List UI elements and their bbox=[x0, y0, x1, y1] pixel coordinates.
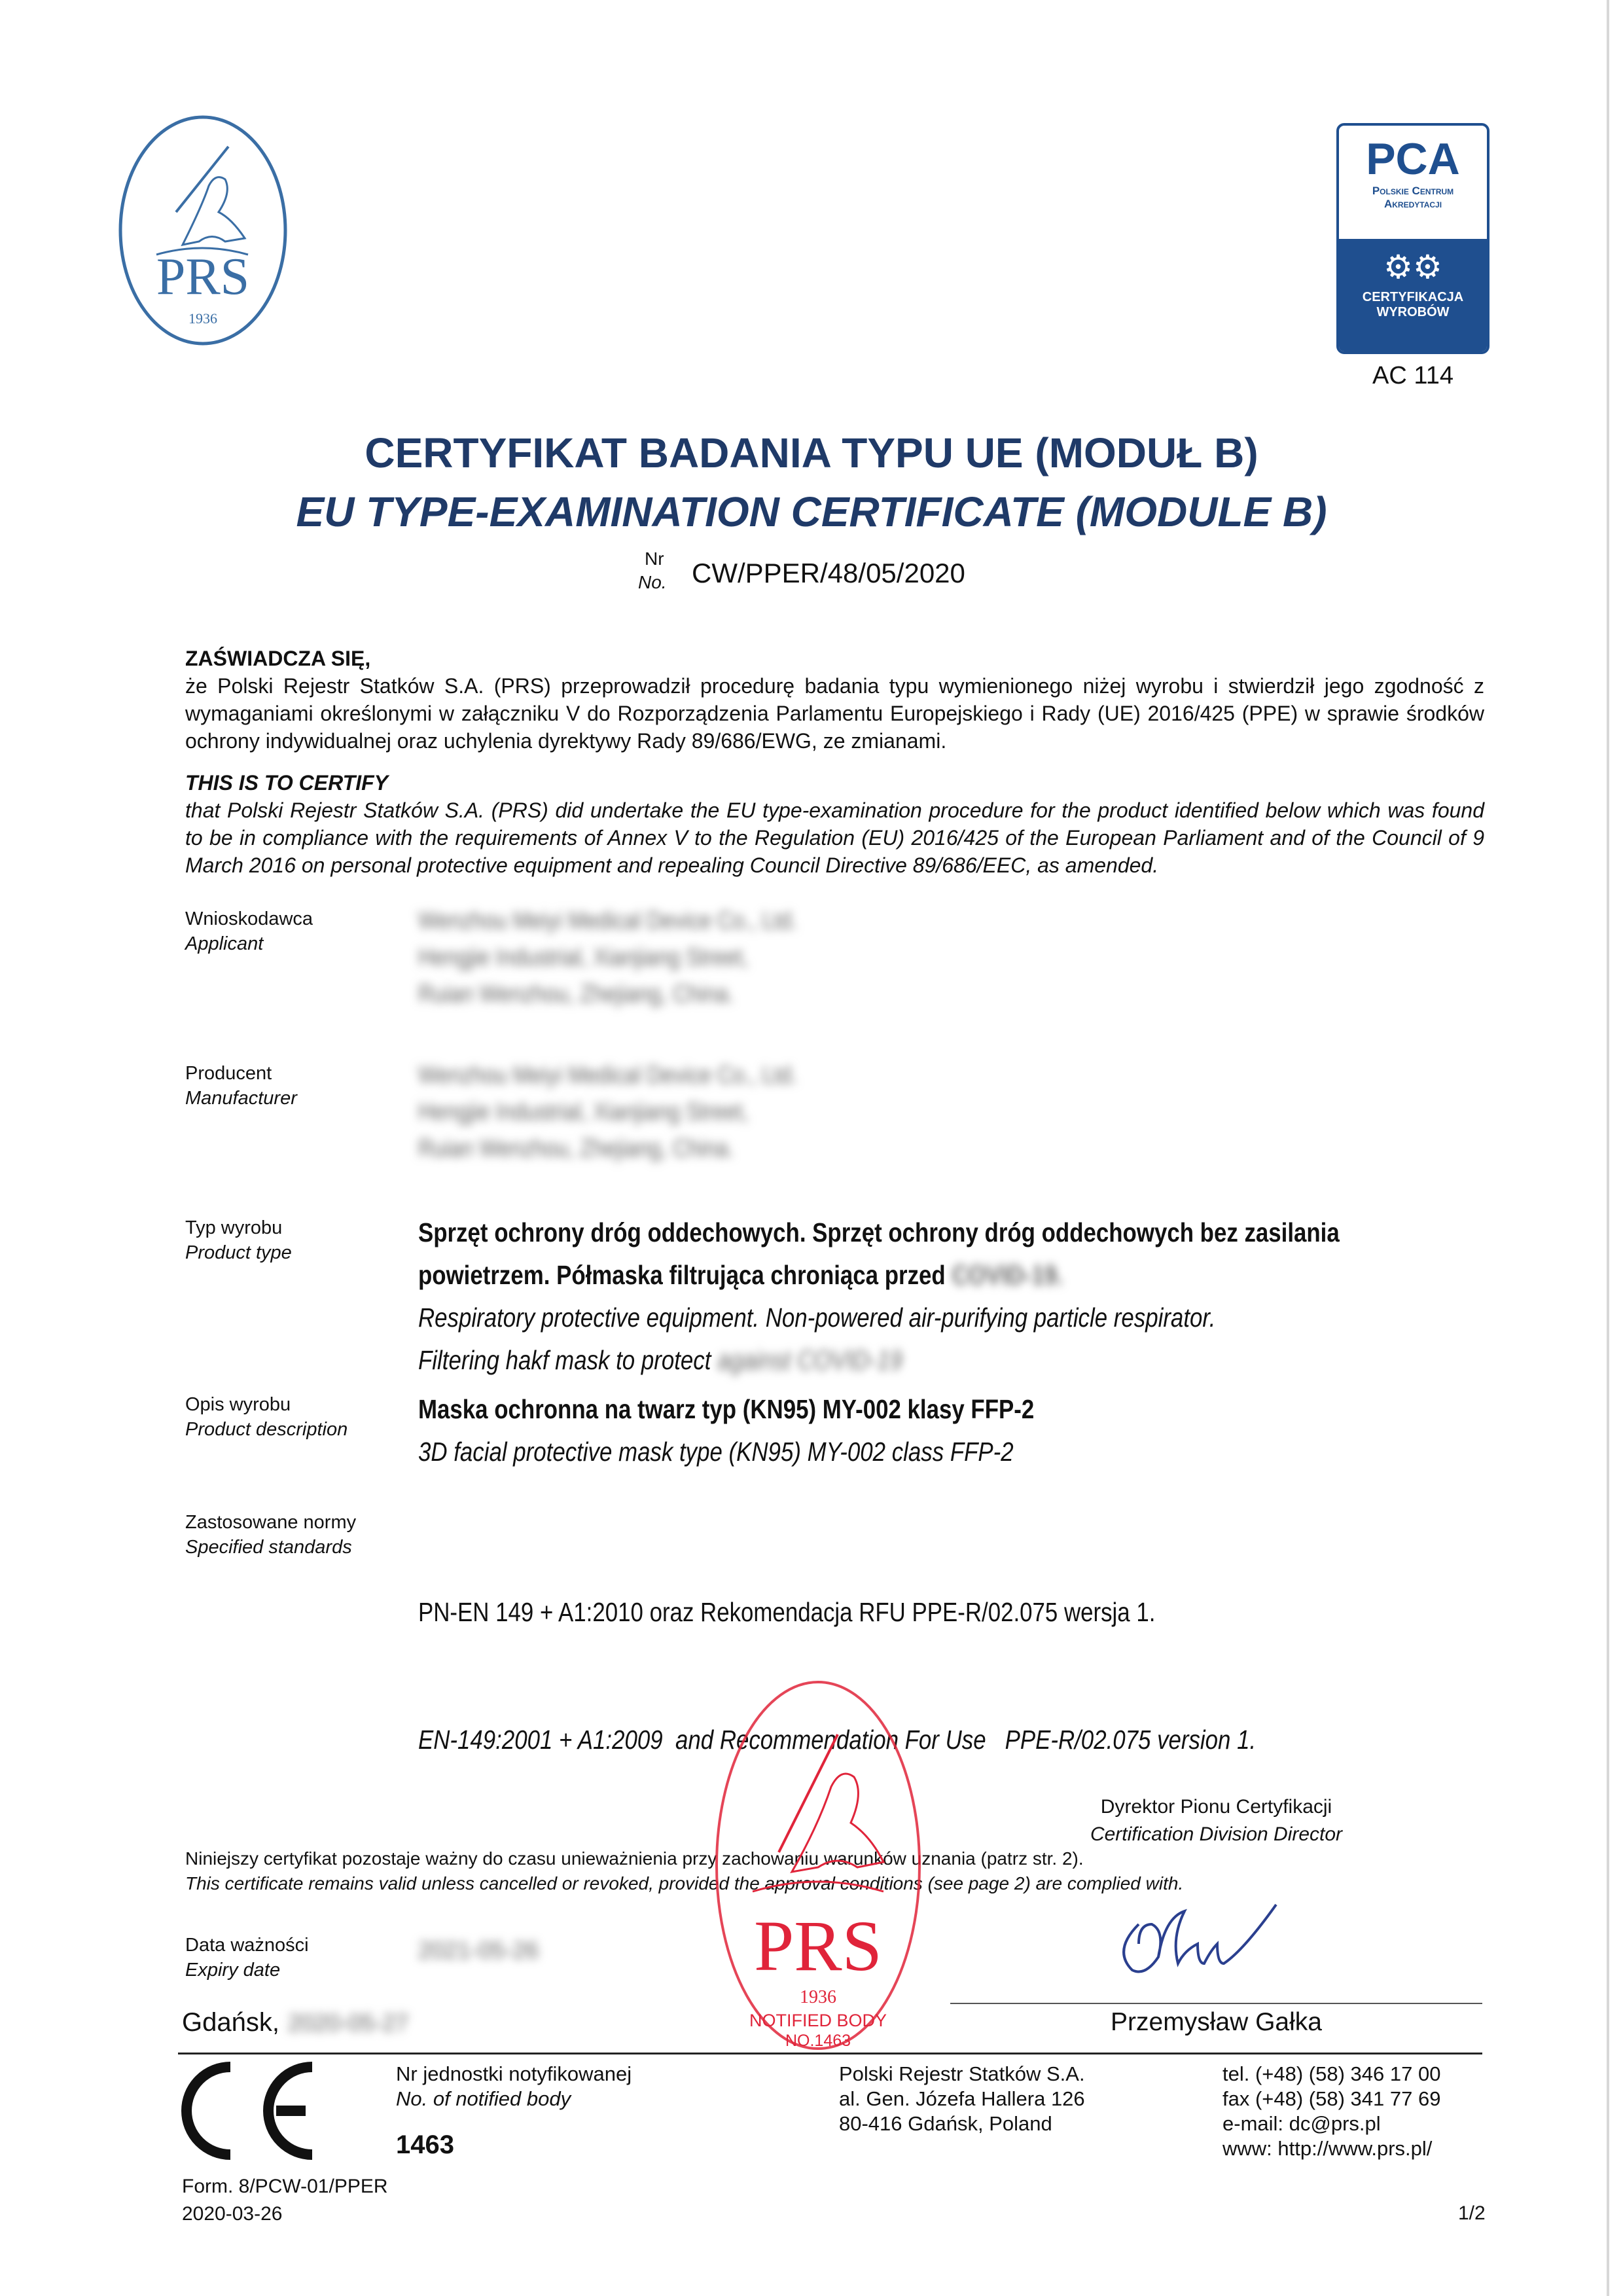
product-type-row bbox=[185, 1211, 1484, 1388]
product-type-label bbox=[185, 1211, 418, 1265]
expiry-date: 2021-05-26 bbox=[418, 1937, 539, 1964]
prs-address bbox=[839, 2062, 1085, 2136]
manufacturer-line: Ruian Wenzhou, Zhejiang, China. bbox=[418, 1135, 734, 1162]
manufacturer-value bbox=[418, 1057, 1484, 1167]
number-label-pl: Nr bbox=[645, 548, 664, 569]
pca-text: PCA bbox=[1366, 134, 1460, 184]
product-type-pl-line2: powietrzem. Półmaska filtrująca chroniąca przed bbox=[418, 1260, 946, 1290]
title-pl: CERTYFIKAT BADANIA TYPU UE (MODUŁ B) bbox=[365, 429, 1258, 476]
certify-en bbox=[185, 769, 1484, 879]
contact-phone: tel. (+48) (58) 346 17 00 bbox=[1222, 2062, 1441, 2085]
product-description-pl: Maska ochronna na twarz typ (KN95) MY-002 klasy FFP-2 bbox=[418, 1394, 1035, 1424]
product-type-en-line2: Filtering hakf mask to protect bbox=[418, 1345, 711, 1375]
pca-line1: Polskie Centrum bbox=[1372, 185, 1454, 197]
product-type-pl-redacted: COVID-19. bbox=[952, 1260, 1063, 1290]
accreditation-code: AC 114 bbox=[1372, 362, 1454, 389]
svg-text:1936: 1936 bbox=[188, 310, 217, 327]
product-type-label-pl: Typ wyrobu bbox=[185, 1217, 283, 1238]
contact-website[interactable]: www: http://www.prs.pl/ bbox=[1222, 2137, 1433, 2160]
product-type-en-redacted: against COVID-19 bbox=[717, 1345, 902, 1375]
contact-email[interactable]: e-mail: dc@prs.pl bbox=[1222, 2112, 1381, 2135]
pca-line2: Akredytacji bbox=[1383, 198, 1442, 210]
form-date: 2020-03-26 bbox=[182, 2203, 283, 2225]
validity-en: This certificate remains valid unless cancelled or revoked, provided the approval conditions (see page 2) are complied with. bbox=[185, 1873, 1184, 1893]
product-description-label-pl: Opis wyrobu bbox=[185, 1394, 291, 1415]
applicant-line: Ruian Wenzhou, Zhejiang, China. bbox=[418, 980, 734, 1008]
certify-pl-text: że Polski Rejestr Statków S.A. (PRS) przeprowadził procedurę badania typu wymienionego niżej wyrobu i stwierdził jego zgodność z wymaganiami określonymi w załączniku V do Rozporządzenia Parlamentu Europejskiego i Rady (UE) 2016/425 (PPE) w sprawie środków ochrony indywidualnej oraz uchylenia dyrektywy Rady 89/686/EWG, ze zmianami. bbox=[185, 674, 1484, 753]
title-en: EU TYPE-EXAMINATION CERTIFICATE (MODULE B) bbox=[296, 488, 1327, 535]
gears-icon: ⚙⚙ bbox=[1383, 249, 1442, 285]
pca-accreditation-logo bbox=[1336, 123, 1489, 354]
stamp-number: NO.1463 bbox=[785, 2032, 851, 2050]
ce-mark-icon bbox=[178, 2062, 322, 2163]
address-line: 80-416 Gdańsk, Poland bbox=[839, 2112, 1052, 2135]
certify-pl-heading: ZAŚWIADCZA SIĘ, bbox=[185, 647, 371, 670]
expiry-label-pl: Data ważności bbox=[185, 1935, 309, 1956]
prs-stamp bbox=[707, 1676, 929, 2068]
applicant-label-en: Applicant bbox=[185, 933, 264, 954]
manufacturer-label-en: Manufacturer bbox=[185, 1088, 297, 1109]
applicant-label bbox=[185, 903, 418, 956]
svg-text:PRS: PRS bbox=[754, 1906, 882, 1986]
product-description-label bbox=[185, 1388, 418, 1442]
notified-body-label bbox=[396, 2062, 632, 2111]
signature-line bbox=[950, 2003, 1482, 2004]
pca-line4: WYROBÓW bbox=[1376, 305, 1450, 319]
place-city: Gdańsk, bbox=[182, 2008, 279, 2037]
signatory-role bbox=[950, 1793, 1482, 1848]
applicant-row bbox=[185, 903, 1484, 1057]
signatory-role-en: Certification Division Director bbox=[1090, 1823, 1343, 1845]
svg-text:1936: 1936 bbox=[800, 1987, 836, 2007]
prs-logo bbox=[117, 114, 289, 347]
number-label-en: No. bbox=[638, 572, 667, 592]
pca-line3: CERTYFIKACJA bbox=[1362, 290, 1464, 304]
contact-fax: fax (+48) (58) 341 77 69 bbox=[1222, 2087, 1441, 2110]
manufacturer-label bbox=[185, 1057, 418, 1111]
notified-body-label-pl: Nr jednostki notyfikowanej bbox=[396, 2062, 632, 2085]
applicant-line: Hengjie Industrial, Xianjiang Street, bbox=[418, 944, 749, 971]
stamp-notified-body: NOTIFIED BODY bbox=[749, 2011, 887, 2030]
applicant-label-pl: Wnioskodawca bbox=[185, 908, 313, 929]
prs-contact bbox=[1222, 2062, 1440, 2161]
standards-pl: PN-EN 149 + A1:2010 oraz Rekomendacja RFU PPE-R/02.075 wersja 1. bbox=[418, 1597, 1156, 1627]
notified-body-label-en: No. of notified body bbox=[396, 2087, 571, 2110]
applicant-value bbox=[418, 903, 1484, 1013]
footer-divider bbox=[178, 2053, 1482, 2054]
address-line: al. Gen. Józefa Hallera 126 bbox=[839, 2087, 1085, 2110]
page-number: 1/2 bbox=[1458, 2202, 1486, 2224]
product-description-label-en: Product description bbox=[185, 1419, 348, 1440]
product-description-value bbox=[418, 1388, 1484, 1473]
validity-pl: Niniejszy certyfikat pozostaje ważny do czasu unieważnienia przy zachowaniu warunków uznania (patrz str. 2). bbox=[185, 1848, 1084, 1869]
standards-label-pl: Zastosowane normy bbox=[185, 1512, 357, 1533]
product-type-en-line1: Respiratory protective equipment. Non-powered air-purifying particle respirator. bbox=[418, 1302, 1216, 1333]
manufacturer-row bbox=[185, 1057, 1484, 1211]
svg-text:PRS: PRS bbox=[156, 248, 250, 306]
product-type-label-en: Product type bbox=[185, 1242, 292, 1263]
place-date: 2020-05-27 bbox=[288, 2009, 409, 2036]
notified-body-number: 1463 bbox=[396, 2130, 454, 2159]
applicant-line: Wenzhou Meiyi Medical Device Co., Ltd. bbox=[418, 907, 798, 935]
signature bbox=[1099, 1885, 1335, 1993]
form-info bbox=[182, 2173, 388, 2228]
expiry-label-en: Expiry date bbox=[185, 1960, 281, 1981]
certify-en-heading: THIS IS TO CERTIFY bbox=[185, 771, 388, 795]
certificate-number: CW/PPER/48/05/2020 bbox=[692, 558, 965, 588]
manufacturer-label-pl: Producent bbox=[185, 1063, 272, 1084]
signatory-name: Przemysław Gałka bbox=[1111, 2008, 1322, 2036]
product-description-en: 3D facial protective mask type (KN95) MY-002 class FFP-2 bbox=[418, 1437, 1014, 1467]
standards-label bbox=[185, 1506, 418, 1560]
signatory-role-pl: Dyrektor Pionu Certyfikacji bbox=[1100, 1796, 1332, 1818]
manufacturer-line: Hengjie Industrial, Xianjiang Street, bbox=[418, 1098, 749, 1126]
product-type-pl-line1: Sprzęt ochrony dróg oddechowych. Sprzęt ochrony dróg oddechowych bez zasilania bbox=[418, 1217, 1340, 1247]
page-edge bbox=[1607, 0, 1609, 2296]
expiry-label bbox=[185, 1929, 418, 1982]
standards-en: EN-149:2001 + A1:2009 and Recommendation For Use PPE-R/02.075 version 1. bbox=[418, 1725, 1257, 1755]
standards-label-en: Specified standards bbox=[185, 1537, 352, 1558]
certify-en-text: that Polski Rejestr Statków S.A. (PRS) did undertake the EU type-examination procedure for the product identified below which was found to be in compliance with the requirements of Annex V to the Regulation (EU) 2016/425 of the European Parliament and of the Council of 9 March 2016 on personal protective equipment and repealing Council Directive 89/686/EEC, as amended. bbox=[185, 798, 1484, 877]
form-code: Form. 8/PCW-01/PPER bbox=[182, 2176, 388, 2197]
address-line: Polski Rejestr Statków S.A. bbox=[839, 2062, 1085, 2085]
product-description-row bbox=[185, 1388, 1484, 1506]
manufacturer-line: Wenzhou Meiyi Medical Device Co., Ltd. bbox=[418, 1062, 798, 1089]
certify-pl bbox=[185, 645, 1484, 755]
product-type-value bbox=[418, 1211, 1502, 1382]
